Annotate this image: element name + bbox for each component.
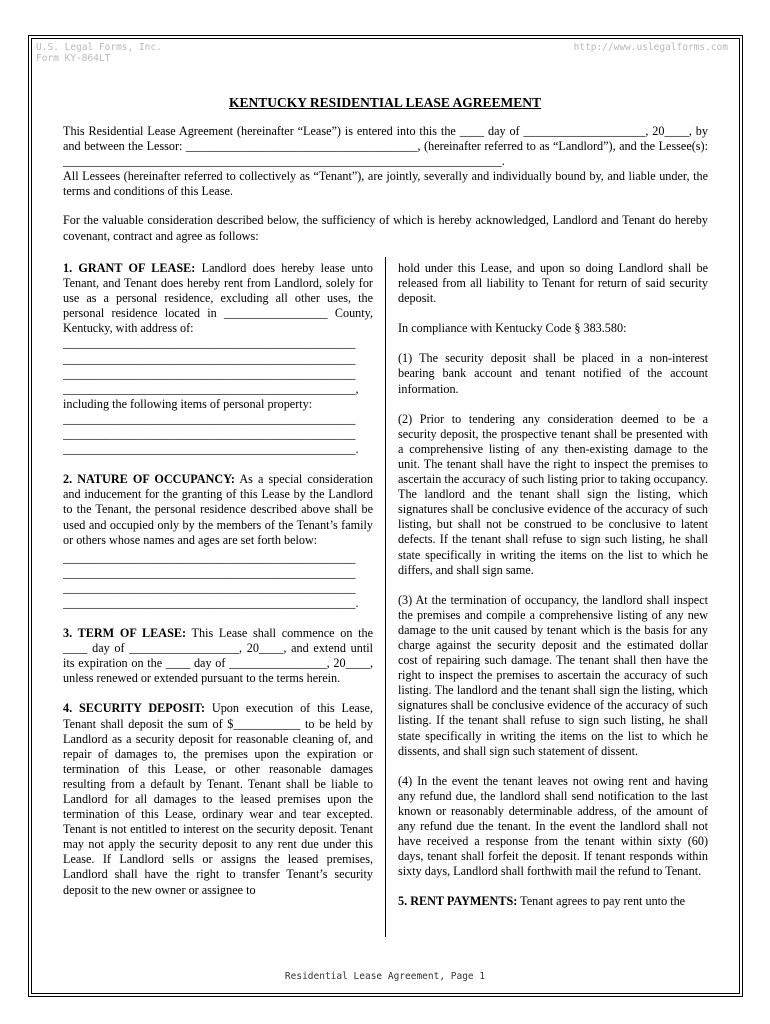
deposit-clause-1: (1) The security deposit shall be placed in a non-interest bearing bank account and tenant notified of the account information.	[398, 351, 708, 396]
property-line-1: ________________________________________________	[63, 411, 356, 426]
deposit-clause-3: (3) At the termination of occupancy, the landlord shall inspect the premises and compile a comprehensive listing of any new damage to the unit caused by tenant which is the basis for any charge against the security deposit and the estimated dollar cost of repairing such damage. The tenant shall then have the right to inspect the premises to ascertain the accuracy of such listing. The landlord and the tenant shall sign the listing, which signatures shall be conclusive evidence of the accuracy of such listing. If the tenant shall refuse to sign such listing, he shall state specifically in writing the items on the list to which he dissents, and shall sign such statement of dissent.	[398, 592, 708, 758]
address-line-4: ________________________________________________,	[63, 381, 359, 396]
occupant-line-1: ________________________________________________	[63, 550, 356, 565]
occupant-line-3: ________________________________________________	[63, 580, 356, 595]
section-3-text: This Lease shall commence on the ____ day of __________________, 20____, and extend until its expiration on the ____ day of ________________, 20____, unless renewed or extended pursuant to the terms herein.	[63, 626, 373, 686]
section-grant-of-lease	[63, 261, 373, 336]
compliance-statement: In compliance with Kentucky Code § 383.580:	[398, 321, 627, 336]
personal-property-label: including the following items of personal property:	[63, 396, 313, 411]
intro-paragraph-1b: All Lessees (hereinafter referred to collectively as “Tenant”), are jointly, severally and individually bound by, and liable under, the terms and conditions of this Lease.	[63, 169, 708, 199]
section-4-heading: 4. SECURITY DEPOSIT:	[63, 701, 206, 716]
intro-paragraph-1: This Residential Lease Agreement (hereinafter “Lease”) is entered into this the ____ day of ____________________, 20____, by and between the Lessor: ______________________________________, (hereinafter referred to as “Landlord”), and the Lessee(s): ________________________________________________________________________.	[63, 124, 708, 169]
address-line-1: ________________________________________________	[63, 336, 356, 351]
intro-section	[63, 124, 708, 258]
header-url[interactable]: http://www.uslegalforms.com	[573, 42, 728, 53]
property-line-3: ________________________________________________.	[63, 442, 359, 457]
section-2-heading: 2. NATURE OF OCCUPANCY:	[63, 472, 235, 487]
property-line-2: ________________________________________________	[63, 427, 356, 442]
document-title: KENTUCKY RESIDENTIAL LEASE AGREEMENT	[229, 95, 541, 110]
deposit-clause-2: (2) Prior to tendering any consideration deemed to be a security deposit, the prospective tenant shall be presented with a comprehensive listing of any then-existing damage to the unit. The tenant shall have the right to inspect the premises to ascertain the accuracy of such listing prior to taking occupancy. The landlord and the tenant shall sign the listing, which signatures shall be conclusive evidence of the accuracy of such listing, but shall not be construed to be conclusive to latent defects. If the tenant shall refuse to sign such listing, he shall state specifically in writing the items on the list to which he differs, and shall sign same.	[398, 411, 708, 577]
section-nature-of-occupancy	[63, 472, 373, 547]
section-term-of-lease	[63, 626, 373, 686]
page-footer: Residential Lease Agreement, Page 1	[284, 971, 486, 982]
section-4-text: Upon execution of this Lease, Tenant shall deposit the sum of $___________ to be held by Landlord as a security deposit for reasonable cleaning of, and repair of damages to, the premises upon the expiration or termination of this Lease, or other reasonable damages resulting from a default by Tenant. Tenant shall be liable to Landlord for all damages to the leased premises upon the termination of this Lease, ordinary wear and tear excepted. Tenant is not entitled to interest on the security deposit. Tenant may not apply the security deposit to any rent due under this Lease. If Landlord sells or assigns the leased premises, Landlord shall have the right to transfer Tenant’s security deposit to the new owner or assignee to	[63, 701, 373, 897]
section-5-text: Tenant agrees to pay rent unto the	[517, 894, 686, 909]
section-1-heading: 1. GRANT OF LEASE:	[63, 261, 196, 275]
form-id: Form KY-864LT	[36, 53, 111, 64]
deposit-continuation: hold under this Lease, and upon so doing Landlord shall be released from all liability to Tenant for return of said security deposit.	[398, 261, 708, 306]
right-column	[398, 261, 708, 924]
section-2-text: As a special consideration and inducement for the granting of this Lease by the Landlord to the Tenant, the personal residence described above shall be used and occupied only by the members of the Tenant’s family or others whose names and ages are set forth below:	[63, 472, 373, 547]
section-rent-payments	[398, 894, 708, 909]
intro-paragraph-2: For the valuable consideration described below, the sufficiency of which is hereby acknowledged, Landlord and Tenant do hereby covenant, contract and agree as follows:	[63, 213, 708, 243]
occupant-line-4: ________________________________________________.	[63, 595, 359, 610]
address-line-3: ________________________________________________	[63, 366, 356, 381]
publisher-name: U.S. Legal Forms, Inc.	[36, 42, 162, 53]
deposit-clause-4: (4) In the event the tenant leaves not owing rent and having any refund due, the landlord shall send notification to the last known or reasonably determinable address, of the amount of any refund due the tenant. In the event the landlord shall not have received a response from the tenant within sixty (60) days, tenant shall forfeit the deposit. If tenant responds within sixty days, Landlord shall forthwith mail the refund to Tenant.	[398, 773, 708, 879]
occupant-line-2: ________________________________________________	[63, 565, 356, 580]
section-5-heading: 5. RENT PAYMENTS:	[398, 894, 518, 909]
left-column	[63, 261, 373, 913]
section-3-heading: 3. TERM OF LEASE:	[63, 626, 187, 641]
column-divider	[385, 257, 386, 937]
section-security-deposit	[63, 701, 373, 897]
section-1-text: Landlord does hereby lease unto Tenant, and Tenant does hereby rent from Landlord, solely for use as a personal residence, excluding all other uses, the personal residence located in _________________ County, Kentucky, with address of:	[63, 261, 373, 336]
address-line-2: ________________________________________________	[63, 351, 356, 366]
header-left	[36, 42, 162, 64]
